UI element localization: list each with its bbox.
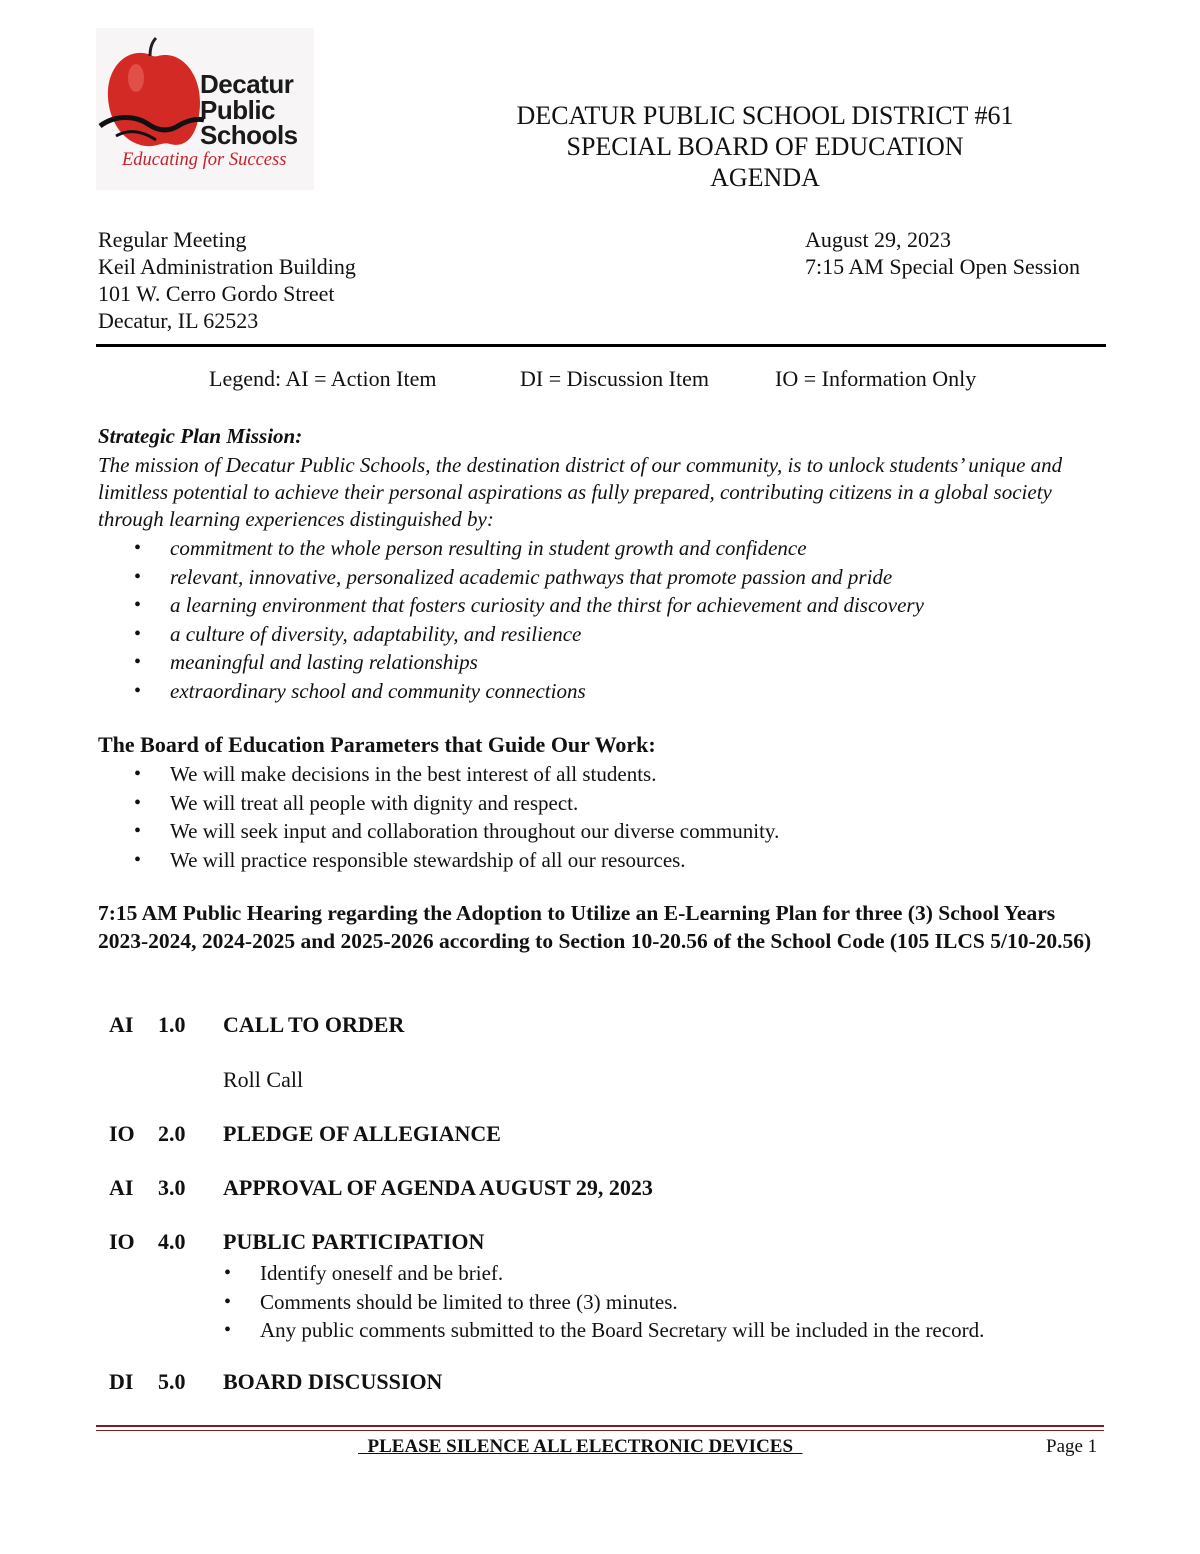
parameters-list: [134, 760, 779, 874]
district-logo: [96, 28, 314, 190]
meeting-building: Keil Administration Building: [98, 254, 356, 279]
list-item: • Identify oneself and be brief.: [224, 1259, 984, 1288]
footer-divider: [96, 1425, 1104, 1427]
agenda-item-number: 2.0: [158, 1121, 186, 1146]
footer-notice: PLEASE SILENCE ALL ELECTRONIC DEVICES: [358, 1436, 803, 1457]
logo-word-schools: Schools: [200, 120, 298, 150]
list-item: • We will treat all people with dignity and respect.: [134, 789, 779, 818]
page-number: Page 1: [1046, 1436, 1098, 1457]
logo-tagline: Educating for Success: [122, 150, 287, 170]
list-item: • a culture of diversity, adaptability, and resilience: [134, 620, 924, 649]
agenda-item-type: IO: [109, 1121, 135, 1146]
mission-text: The mission of Decatur Public Schools, the destination district of our community, is to unlock students’ unique and limitless potential to achieve their personal aspirations as fully prepared, contributing citizens in a global society through learning experiences distinguished by:: [98, 453, 1063, 531]
list-item: • relevant, innovative, personalized academic pathways that promote passion and pride: [134, 563, 924, 592]
agenda-item-title: PUBLIC PARTICIPATION: [223, 1229, 485, 1254]
agenda-item-title: PLEDGE OF ALLEGIANCE: [223, 1121, 501, 1146]
document-title: [430, 100, 1100, 193]
parameters-heading: The Board of Education Parameters that Guide Our Work:: [98, 732, 656, 757]
agenda-item-type: DI: [109, 1369, 134, 1394]
footer-divider-thin: [96, 1430, 1104, 1431]
title-line-3: AGENDA: [710, 163, 820, 192]
legend-ai: Legend: AI = Action Item: [209, 366, 437, 391]
public-participation-list: [224, 1259, 984, 1345]
meeting-city: Decatur, IL 62523: [98, 308, 259, 333]
list-item: • commitment to the whole person resulting in student growth and confidence: [134, 534, 924, 563]
legend-di: DI = Discussion Item: [520, 366, 709, 391]
header-divider: [96, 344, 1106, 347]
list-item: • We will make decisions in the best interest of all students.: [134, 760, 779, 789]
logo-word-decatur: Decatur: [200, 69, 294, 99]
public-hearing-notice: 7:15 AM Public Hearing regarding the Adoption to Utilize an E-Learning Plan for three (3) School Years 2023-2024, 2024-2025 and 2025-2026 according to Section 10-20.56 of the School Code (105 ILCS 5/10-20.56): [98, 901, 1092, 953]
agenda-item-number: 3.0: [158, 1175, 186, 1200]
title-line-2: SPECIAL BOARD OF EDUCATION: [566, 132, 964, 161]
agenda-item-title: BOARD DISCUSSION: [223, 1369, 443, 1394]
agenda-item-number: 1.0: [158, 1012, 186, 1037]
list-item: • Comments should be limited to three (3) minutes.: [224, 1288, 984, 1317]
meeting-type: Regular Meeting: [98, 227, 247, 252]
meeting-time: [805, 226, 1080, 280]
list-item: • Any public comments submitted to the Board Secretary will be included in the record.: [224, 1316, 984, 1345]
agenda-item-number: 5.0: [158, 1369, 186, 1394]
list-item: • We will practice responsible stewardship of all our resources.: [134, 846, 779, 875]
agenda-item-title: CALL TO ORDER: [223, 1012, 405, 1037]
agenda-item-type: IO: [109, 1229, 135, 1254]
title-line-1: DECATUR PUBLIC SCHOOL DISTRICT #61: [516, 101, 1014, 130]
agenda-item-type: AI: [109, 1175, 134, 1200]
legend-io: IO = Information Only: [775, 366, 977, 391]
logo-word-public: Public: [200, 95, 276, 125]
agenda-item-type: AI: [109, 1012, 134, 1037]
meeting-session: 7:15 AM Special Open Session: [805, 254, 1080, 279]
mission-heading: Strategic Plan Mission:: [98, 424, 303, 448]
meeting-street: 101 W. Cerro Gordo Street: [98, 281, 335, 306]
meeting-date: August 29, 2023: [805, 227, 952, 252]
roll-call: Roll Call: [223, 1067, 304, 1092]
agenda-item-title: APPROVAL OF AGENDA AUGUST 29, 2023: [223, 1175, 653, 1200]
list-item: • extraordinary school and community connections: [134, 677, 924, 706]
mission-list: [134, 534, 924, 706]
list-item: • We will seek input and collaboration throughout our diverse community.: [134, 817, 779, 846]
agenda-item-number: 4.0: [158, 1229, 186, 1254]
meeting-location: [98, 226, 356, 334]
list-item: • meaningful and lasting relationships: [134, 648, 924, 677]
list-item: • a learning environment that fosters curiosity and the thirst for achievement and discovery: [134, 591, 924, 620]
